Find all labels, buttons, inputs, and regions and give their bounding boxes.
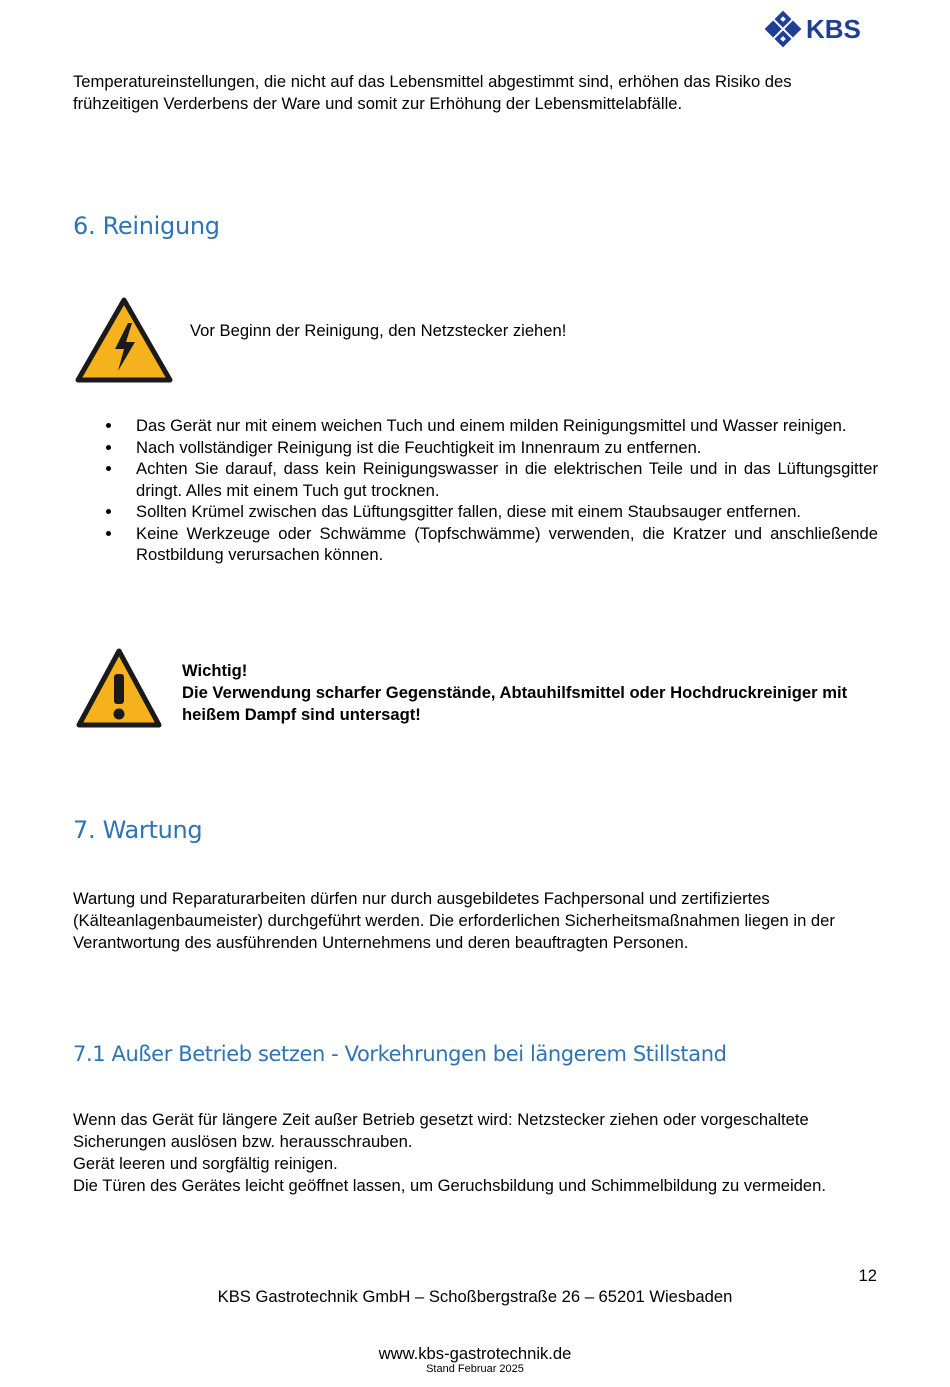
page-number: 12 [858, 1266, 877, 1285]
section-7-1-line-3: Die Türen des Gerätes leicht geöffnet lassen, um Geruchsbildung und Schimmelbildung zu vermeiden. [73, 1176, 826, 1195]
list-item: Nach vollständiger Reinigung ist die Feuchtigkeit im Innenraum zu entfernen. [73, 437, 878, 459]
logo-text: KBS [806, 14, 861, 44]
list-item: Achten Sie darauf, dass kein Reinigungswasser in die elektrischen Teile und in das Lüftungsgitter dringt. Alles mit einem Tuch gut trocknen. [73, 458, 878, 501]
footer-website: www.kbs-gastrotechnik.de [378, 1344, 572, 1363]
kbs-logo-mark [762, 9, 882, 49]
cleaning-instructions-list [73, 415, 878, 566]
important-text: Die Verwendung scharfer Gegenstände, Abtauhilfsmittel oder Hochdruckreiniger mit heißem Dampf sind untersagt! [182, 683, 848, 724]
section-6-heading: 6. Reinigung [73, 212, 220, 240]
footer-stand: Stand Februar 2025 [426, 1363, 524, 1375]
list-item: Keine Werkzeuge oder Schwämme (Topfschwämme) verwenden, die Kratzer und anschließende Rostbildung verursachen können. [73, 523, 878, 566]
section-7-1-heading: 7.1 Außer Betrieb setzen - Vorkehrungen bei längerem Stillstand [73, 1042, 727, 1066]
important-title: Wichtig! [182, 661, 248, 680]
exclamation-warning-icon [76, 648, 162, 728]
high-voltage-warning-icon [75, 297, 173, 383]
kbs-logo [762, 9, 882, 49]
section-7-1-paragraph [73, 1109, 878, 1197]
intro-paragraph: Temperatureinstellungen, die nicht auf das Lebensmittel abgestimmt sind, erhöhen das Risiko des frühzeitigen Verderbens der Ware und somit zur Erhöhung der Lebensmittelabfälle. [73, 72, 792, 113]
list-item: Das Gerät nur mit einem weichen Tuch und einem milden Reinigungsmittel und Wasser reinigen. [73, 415, 878, 437]
footer-company: KBS Gastrotechnik GmbH – Schoßbergstraße 26 – 65201 Wiesbaden [217, 1287, 733, 1306]
section-7-heading: 7. Wartung [73, 816, 203, 844]
warning-text: Vor Beginn der Reinigung, den Netzstecker ziehen! [190, 321, 567, 340]
section-7-paragraph: Wartung und Reparaturarbeiten dürfen nur durch ausgebildetes Fachpersonal und zertifiziertes (Kälteanlagenbaumeister) durchgeführt werden. Die erforderlichen Sicherheitsmaßnahmen liegen in der Verantwortung des ausführenden Unternehmens und deren beauftragten Personen. [73, 889, 835, 952]
list-item: Sollten Krümel zwischen das Lüftungsgitter fallen, diese mit einem Staubsauger entfernen. [73, 501, 878, 523]
section-7-1-text: Wenn das Gerät für längere Zeit außer Betrieb gesetzt wird: Netzstecker ziehen oder vorgeschaltete Sicherungen auslösen bzw. herausschrauben. [73, 1110, 809, 1151]
section-7-1-line-2: Gerät leeren und sorgfältig reinigen. [73, 1154, 338, 1173]
